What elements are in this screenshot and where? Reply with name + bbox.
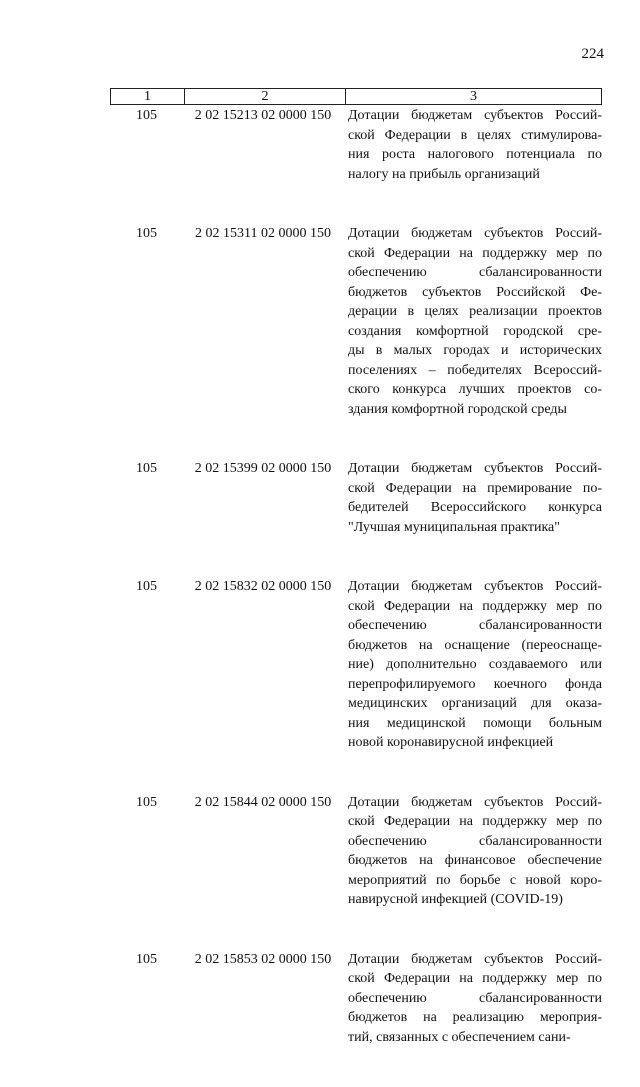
table-row (110, 950, 602, 1048)
description-line: Дотации бюджетам субъектов Россий- (348, 579, 602, 594)
table-row (110, 577, 602, 753)
description-cell (343, 577, 602, 753)
description-cell (343, 106, 602, 184)
admin-code-cell: 105 (136, 461, 157, 476)
description-line: ской Федерации на поддержку мер по (348, 814, 602, 829)
description-line: здания комфортной городской среды (348, 401, 567, 417)
table-row (110, 106, 602, 184)
description-line: Дотации бюджетам субъектов Россий- (348, 794, 602, 810)
description-line: тий, связанных с обеспечением сани- (348, 1029, 571, 1045)
budget-classification-code-cell: 2 02 15399 02 0000 150 (194, 461, 332, 476)
description-line: ды в малых городах и исторических (348, 343, 602, 358)
description-line: обеспечению сбалансированности (348, 618, 602, 633)
description-line: обеспечению сбалансированности (348, 990, 602, 1006)
description-line: ской Федерации на премирование по- (348, 480, 602, 496)
description-line: медицинских организаций для оказа- (348, 696, 602, 711)
header-col-2: 2 (185, 89, 346, 105)
description-line: обеспечению сбалансированности (348, 265, 602, 280)
header-col-3: 3 (346, 89, 602, 105)
description-line: ние) дополнительно создаваемого или (348, 657, 602, 672)
budget-classification-code-cell: 2 02 15853 02 0000 150 (194, 951, 332, 967)
table-header-row (111, 89, 602, 105)
description-line: Дотации бюджетам субъектов Россий- (348, 951, 602, 967)
page-number: 224 (581, 46, 604, 62)
description-line: ской Федерации на поддержку мер по (348, 245, 602, 261)
description-cell (343, 459, 602, 537)
table-row (110, 793, 602, 910)
budget-classification-code-cell: 2 02 15213 02 0000 150 (194, 108, 332, 123)
description-line: перепрофилируемого коечного фонда (348, 676, 602, 692)
table-body (110, 106, 602, 1087)
description-line: бюджетов субъектов Российской Фе- (348, 284, 602, 300)
description-line: ского конкурса лучших проектов со- (348, 382, 602, 397)
description-cell (343, 224, 602, 419)
admin-code-cell: 105 (136, 579, 157, 594)
description-line: Дотации бюджетам субъектов Россий- (348, 461, 602, 476)
description-line: ской Федерации на поддержку мер по (348, 598, 602, 614)
description-line: навирусной инфекцией (COVID-19) (348, 892, 563, 907)
table-row (110, 224, 602, 419)
description-cell (343, 950, 602, 1048)
description-line: мероприятий по борьбе с новой коро- (348, 872, 602, 888)
description-line: ния медицинской помощи больным (348, 715, 602, 731)
description-line: бедителей Всероссийского конкурса (348, 500, 602, 515)
admin-code-cell: 105 (136, 226, 157, 241)
description-line: обеспечению сбалансированности (348, 833, 602, 849)
header-col-1: 1 (111, 89, 185, 105)
description-line: Дотации бюджетам субъектов Россий- (348, 108, 602, 123)
description-line: бюджетов на финансовое обеспечение (348, 853, 602, 868)
description-line: ской Федерации на поддержку мер по (348, 971, 602, 986)
table-row (110, 459, 602, 537)
description-line: ния роста налогового потенциала по (348, 147, 602, 162)
description-line: бюджетов на реализацию мероприя- (348, 1010, 602, 1025)
description-cell (343, 793, 602, 910)
budget-classification-code-cell: 2 02 15832 02 0000 150 (194, 579, 332, 594)
table-header (110, 88, 602, 105)
description-line: ской Федерации в целях стимулирова- (348, 127, 602, 143)
description-line: Дотации бюджетам субъектов Россий- (348, 226, 602, 241)
admin-code-cell: 105 (136, 108, 157, 123)
admin-code-cell: 105 (136, 794, 157, 810)
description-line: новой коронавирусной инфекцией (348, 735, 554, 750)
budget-classification-code-cell: 2 02 15844 02 0000 150 (194, 794, 332, 810)
description-line: налогу на прибыль организаций (348, 166, 540, 182)
description-line: бюджетов на оснащение (переоснаще- (348, 637, 602, 653)
description-line: создания комфортной городской сре- (348, 323, 602, 339)
budget-classification-code-cell: 2 02 15311 02 0000 150 (195, 226, 331, 241)
admin-code-cell: 105 (136, 951, 157, 967)
description-line: "Лучшая муниципальная практика" (348, 519, 560, 535)
description-line: поселениях – победителях Всероссий- (348, 362, 602, 378)
description-line: дерации в целях реализации проектов (348, 304, 602, 319)
